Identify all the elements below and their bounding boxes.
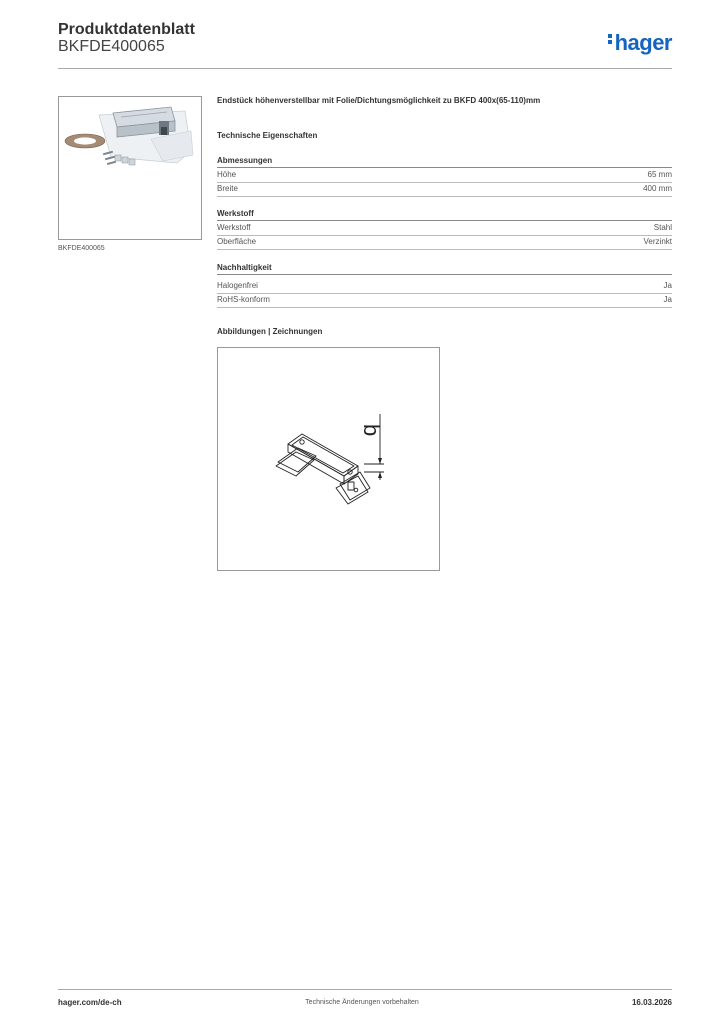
- dimension-label-b: b: [359, 424, 384, 437]
- product-photo-illustration: [59, 97, 201, 239]
- row-value: Stahl: [653, 223, 672, 232]
- footer-divider: [58, 989, 672, 990]
- product-title: Endstück höhenverstellbar mit Folie/Dichtungsmöglichkeit zu BKFD 400x(65-110)mm: [217, 96, 541, 105]
- technical-drawing: [217, 347, 440, 571]
- row-value: 400 mm: [643, 184, 672, 193]
- group-heading-abmessungen: Abmessungen: [217, 156, 672, 168]
- footer-notice: Technische Änderungen vorbehalten: [305, 999, 419, 1006]
- row-value: Ja: [663, 295, 672, 304]
- group-heading-nachhaltigkeit: Nachhaltigkeit: [217, 263, 672, 275]
- row-label: Höhe: [217, 170, 237, 179]
- row-label: RoHS-konform: [217, 295, 270, 304]
- row-label: Halogenfrei: [217, 281, 258, 290]
- logo-dots-icon: [608, 32, 613, 46]
- product-code: BKFDE400065: [58, 38, 165, 55]
- page-title: Produktdatenblatt: [58, 21, 195, 38]
- product-photo: [58, 96, 202, 240]
- photo-caption: BKFDE400065: [58, 245, 105, 252]
- row-label: Werkstoff: [217, 223, 251, 232]
- row-label: Breite: [217, 184, 238, 193]
- row-value: Ja: [663, 281, 672, 290]
- row-label: Oberfläche: [217, 237, 257, 246]
- technical-drawing-illustration: [218, 348, 439, 570]
- logo-text: hager: [614, 30, 672, 55]
- header-divider: [58, 68, 672, 69]
- group-heading-werkstoff: Werkstoff: [217, 209, 672, 221]
- table-row: [217, 279, 672, 294]
- table-row: [217, 168, 672, 183]
- row-value: Verzinkt: [643, 237, 672, 246]
- technical-heading: Technische Eigenschaften: [217, 131, 318, 140]
- footer-date: 16.03.2026: [631, 998, 672, 1007]
- hager-logo[interactable]: [608, 30, 672, 56]
- row-value: 65 mm: [647, 170, 672, 179]
- drawings-heading: Abbildungen | Zeichnungen: [217, 327, 323, 336]
- table-row: [217, 293, 672, 308]
- table-row: [217, 182, 672, 197]
- footer-website-link[interactable]: hager.com/de-ch: [58, 998, 122, 1007]
- table-row: [217, 221, 672, 236]
- table-row: [217, 235, 672, 250]
